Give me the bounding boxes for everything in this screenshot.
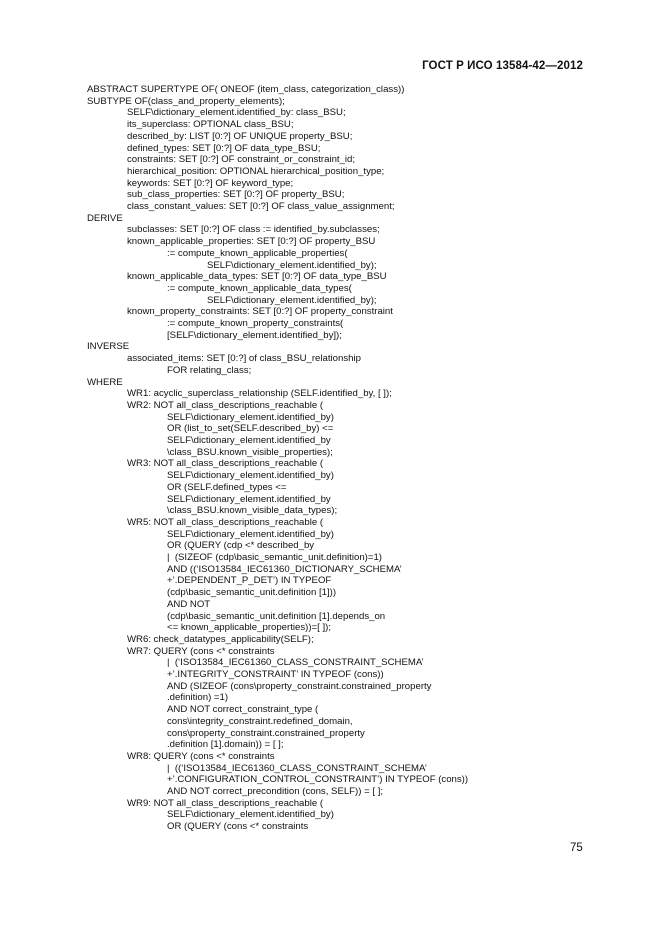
code-line: OR (SELF.defined_types <= — [167, 481, 287, 493]
code-line: WR5: NOT all_class_descriptions_reachable ( — [127, 516, 324, 528]
code-line: WR7: QUERY (cons <* constraints — [127, 645, 275, 657]
code-line: SUBTYPE OF(class_and_property_elements); — [87, 95, 285, 107]
code-line: cons\integrity_constraint.redefined_domain, — [167, 715, 353, 727]
code-line: +’.CONFIGURATION_CONTROL_CONSTRAINT’) IN TYPEOF (cons)) — [167, 774, 469, 786]
code-line: hierarchical_position: OPTIONAL hierarchical_position_type; — [127, 165, 385, 177]
code-line: INVERSE — [87, 341, 130, 353]
code-line: SELF\dictionary_element.identified_by — [167, 435, 331, 446]
code-line: its_superclass: OPTIONAL class_BSU; — [127, 119, 294, 131]
code-line: AND NOT — [167, 598, 211, 610]
code-line: SELF\dictionary_element.identified_by); — [207, 259, 377, 271]
code-line: .definition) =1) — [167, 692, 229, 704]
code-line: known_property_constraints: SET [0:?] OF property_constraint — [127, 306, 393, 318]
code-line: +’.DEPENDENT_P_DET’) IN TYPEOF — [167, 575, 332, 587]
code-line: (cdp\basic_semantic_unit.definition [1])) — [167, 587, 337, 599]
code-line: known_applicable_data_types: SET [0:?] OF data_type_BSU — [127, 271, 387, 283]
code-line: WR1: acyclic_superclass_relationship (SELF.identified_by, [ ]); — [127, 388, 392, 400]
code-line: [SELF\dictionary_element.identified_by]); — [167, 329, 342, 341]
code-line: +’.INTEGRITY_CONSTRAINT’ IN TYPEOF (cons)) — [167, 669, 384, 680]
code-line: | ((‘ISO13584_IEC61360_CLASS_CONSTRAINT_SCHEMA’ — [167, 762, 427, 774]
code-line: AND NOT correct_precondition (cons, SELF)) = [ ]; — [167, 786, 384, 797]
code-line: WR3: NOT all_class_descriptions_reachable ( — [127, 458, 324, 470]
code-line: WR2: NOT all_class_descriptions_reachable ( — [127, 399, 324, 411]
code-line: SELF\dictionary_element.identified_by — [167, 493, 331, 505]
code-line: described_by: LIST [0:?] OF UNIQUE property_BSU; — [127, 130, 353, 142]
code-line: (cdp\basic_semantic_unit.definition [1].depends_on — [167, 610, 386, 622]
code-line: sub_class_properties: SET [0:?] OF property_BSU; — [127, 189, 345, 201]
code-line: OR (QUERY (cdp <* described_by — [167, 540, 315, 552]
code-line: DERIVE — [87, 212, 123, 224]
code-line: | (‘ISO13584_IEC61360_CLASS_CONSTRAINT_SCHEMA’ — [167, 657, 424, 669]
code-line: SELF\dictionary_element.identified_by) — [167, 809, 334, 821]
code-line: SELF\dictionary_element.identified_by) — [167, 411, 334, 423]
code-line: := compute_known_property_constraints( — [167, 318, 344, 329]
page-number: 75 — [570, 842, 583, 854]
code-line: FOR relating_class; — [167, 364, 252, 376]
code-line: <= known_applicable_properties))=[ ]); — [167, 622, 331, 634]
code-line: OR (list_to_set(SELF.described_by) <= — [167, 423, 334, 435]
document-header: ГОСТ Р ИСО 13584-42—2012 — [422, 60, 583, 72]
code-line: ABSTRACT SUPERTYPE OF( ONEOF (item_class, categorization_class)) — [87, 84, 405, 95]
code-line: SELF\dictionary_element.identified_by); — [207, 294, 377, 306]
code-line: cons\property_constraint.constrained_property — [167, 727, 365, 739]
code-line: associated_items: SET [0:?] of class_BSU_relationship — [127, 353, 361, 365]
code-line: class_constant_values: SET [0:?] OF class_value_assignment; — [127, 201, 395, 212]
code-line: OR (QUERY (cons <* constraints — [167, 821, 309, 833]
code-line: AND ((‘ISO13584_IEC61360_DICTIONARY_SCHEMA’ — [167, 563, 402, 575]
code-line: AND (SIZEOF (cons\property_constraint.constrained_property — [167, 680, 432, 692]
code-line: WR8: QUERY (cons <* constraints — [127, 750, 275, 762]
code-line: known_applicable_properties: SET [0:?] OF property_BSU — [127, 236, 376, 248]
code-line: WHERE — [87, 376, 123, 388]
code-line: := compute_known_applicable_properties( — [167, 247, 348, 259]
code-line: | (SIZEOF (cdp\basic_semantic_unit.definition)=1) — [167, 552, 382, 563]
code-line: constraints: SET [0:?] OF constraint_or_constraint_id; — [127, 154, 356, 166]
code-line: SELF\dictionary_element.identified_by) — [167, 528, 334, 540]
code-line: WR9: NOT all_class_descriptions_reachable ( — [127, 797, 324, 809]
code-line: \class_BSU.known_visible_data_types); — [167, 505, 338, 517]
code-line: SELF\dictionary_element.identified_by) — [167, 470, 334, 482]
code-line: subclasses: SET [0:?] OF class := identified_by.subclasses; — [127, 224, 380, 236]
code-line: \class_BSU.known_visible_properties); — [167, 446, 333, 458]
code-line: := compute_known_applicable_data_types( — [167, 282, 352, 294]
code-line: keywords: SET [0:?] OF keyword_type; — [127, 177, 294, 189]
code-line: .definition [1].domain)) = [ ]; — [167, 739, 284, 751]
code-line: AND NOT correct_constraint_type ( — [167, 704, 319, 716]
code-line: SELF\dictionary_element.identified_by: class_BSU; — [127, 107, 346, 119]
code-line: defined_types: SET [0:?] OF data_type_BSU; — [127, 142, 321, 154]
code-line: WR6: check_datatypes_applicability(SELF); — [127, 633, 314, 645]
